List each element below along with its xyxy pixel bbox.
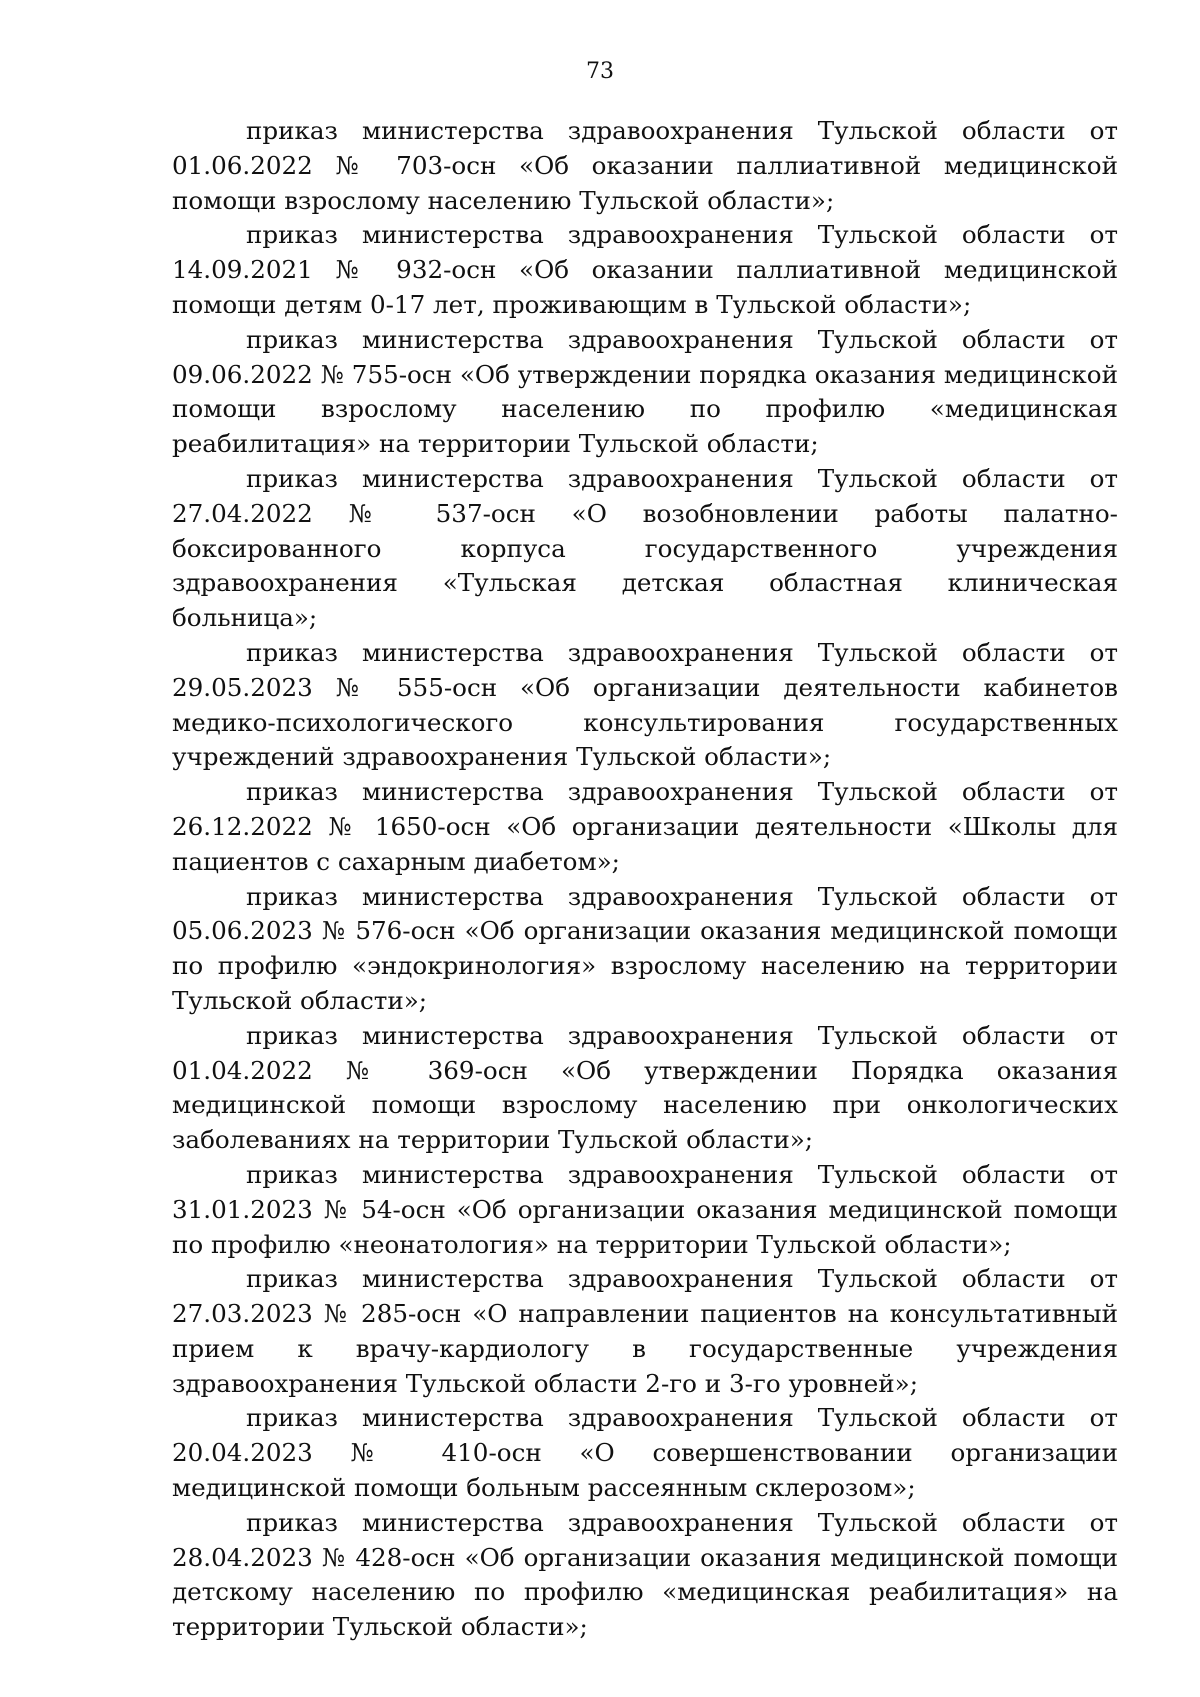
document-body bbox=[172, 114, 1118, 1645]
paragraph-order-555: приказ министерства здравоохранения Тульской области от 29.05.2023 № 555-осн «Об организации деятельности кабинетов медико-психологического консультирования государственных учреждений здравоохранения Тульской области»; bbox=[172, 637, 1118, 772]
paragraph-order-932: приказ министерства здравоохранения Тульской области от 14.09.2021 № 932-осн «Об оказании паллиативной медицинской помощи детям 0-17 лет, проживающим в Тульской области»; bbox=[172, 220, 1118, 319]
paragraph-order-410: приказ министерства здравоохранения Тульской области от 20.04.2023 № 410-осн «О совершенствовании организации медицинской помощи больным рассеянным склерозом»; bbox=[172, 1403, 1118, 1503]
paragraph-order-576: приказ министерства здравоохранения Тульской области от 05.06.2023 № 576-осн «Об организации оказания медицинской помощи по профилю «эндокринология» взрослому населению на территории Тульской области»; bbox=[172, 881, 1118, 1015]
paragraph-order-703: приказ министерства здравоохранения Тульской области от 01.06.2022 № 703-осн «Об оказании паллиативной медицинской помощи взрослому населению Тульской области»; bbox=[172, 116, 1118, 215]
paragraph-order-285: приказ министерства здравоохранения Тульской области от 27.03.2023 № 285-осн «О направлении пациентов на консультативный прием к врачу-кардиологу в государственные учреждения здравоохранения Тульской области 2-го и 3-го уровней»; bbox=[172, 1264, 1118, 1398]
paragraph-order-755: приказ министерства здравоохранения Тульской области от 09.06.2022 № 755-осн «Об утверждении порядка оказания медицинской помощи взрослому населению по профилю «медицинская реабилитация» на территории Тульской области; bbox=[172, 324, 1118, 459]
paragraph-order-369: приказ министерства здравоохранения Тульской области от 01.04.2022 № 369-осн «Об утверждении Порядка оказания медицинской помощи взрослому населению при онкологических заболеваниях на территории Тульской области»; bbox=[172, 1020, 1118, 1155]
paragraph-order-54: приказ министерства здравоохранения Тульской области от 31.01.2023 № 54-осн «Об организации оказания медицинской помощи по профилю «неонатология» на территории Тульской области»; bbox=[172, 1159, 1118, 1259]
paragraph-order-1650: приказ министерства здравоохранения Тульской области от 26.12.2022 № 1650-осн «Об организации деятельности «Школы для пациентов с сахарным диабетом»; bbox=[172, 777, 1118, 876]
paragraph-order-428: приказ министерства здравоохранения Тульской области от 28.04.2023 № 428-осн «Об организации оказания медицинской помощи детскому населению по профилю «медицинская реабилитация» на территории Тульской области»; bbox=[172, 1507, 1118, 1642]
page-number: 73 bbox=[586, 59, 614, 84]
paragraph-order-537: приказ министерства здравоохранения Тульской области от 27.04.2022 № 537-осн «О возобновлении работы палатно-боксированного корпуса государственного учреждения здравоохранения «Тульская детская областная клиническая больница»; bbox=[172, 463, 1118, 633]
